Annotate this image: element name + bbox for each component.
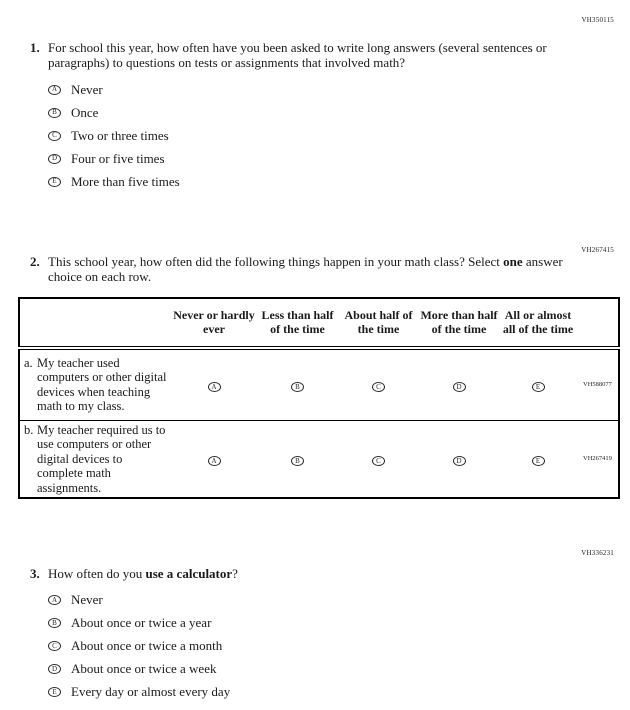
answer-option[interactable] — [48, 593, 608, 607]
table-header-row — [19, 298, 619, 348]
answer-bubble-icon[interactable]: B — [48, 108, 61, 118]
row-label — [22, 423, 169, 496]
answer-bubble-icon[interactable]: A — [208, 382, 221, 392]
row-prefix: b. — [24, 422, 34, 437]
answer-bubble-icon[interactable]: A — [48, 85, 61, 95]
answer-cell[interactable] — [499, 420, 577, 498]
answer-bubble-icon[interactable]: C — [372, 456, 385, 466]
option-label: More than five times — [71, 173, 180, 189]
answer-bubble-icon[interactable]: E — [48, 177, 61, 187]
option-label: Every day or almost every day — [71, 684, 231, 700]
answer-bubble-icon[interactable]: E — [532, 456, 545, 466]
question-3-text-before: How often do you — [48, 566, 146, 581]
answer-bubble-icon[interactable]: E — [532, 382, 545, 392]
answer-bubble-icon[interactable]: D — [48, 154, 61, 164]
accession-code-q2: VH267415 — [581, 246, 614, 254]
answer-option[interactable] — [48, 83, 608, 97]
option-label: About once or twice a month — [71, 638, 223, 654]
accession-code-q3: VH336231 — [581, 549, 614, 557]
row-code-cell: VH267419 — [577, 420, 619, 498]
answer-option[interactable] — [48, 616, 608, 630]
question-3-body — [48, 566, 608, 708]
row-label — [22, 356, 169, 414]
answer-bubble-icon[interactable]: D — [48, 664, 61, 674]
header-empty-cell — [19, 298, 171, 348]
question-1 — [30, 40, 608, 198]
question-1-text: For school this year, how often have you been asked to write long answers (several sentences or paragraphs) to questions on tests or assignments that involved math? — [48, 40, 547, 71]
column-header: Less than half of the time — [257, 298, 338, 348]
option-label: Four or five times — [71, 150, 165, 166]
answer-cell[interactable] — [171, 420, 257, 498]
row-label-text: My teacher required us to use computers or other digital devices to complete math assignments. — [37, 422, 166, 495]
answer-bubble-icon[interactable]: E — [48, 687, 61, 697]
column-header: About half of the time — [338, 298, 419, 348]
answer-option[interactable] — [48, 152, 608, 166]
question-2-body — [48, 254, 608, 285]
row-label-cell — [19, 348, 171, 420]
header-code-cell — [577, 298, 619, 348]
question-2-text-before: This school year, how often did the following things happen in your math class? Select — [48, 254, 504, 269]
question-2-text — [48, 254, 596, 285]
column-header: All or almost all of the time — [499, 298, 577, 348]
answer-option[interactable] — [48, 639, 608, 653]
answer-cell[interactable] — [499, 348, 577, 420]
answer-cell[interactable] — [419, 348, 499, 420]
question-3-options — [48, 593, 608, 699]
table-row — [19, 420, 619, 498]
question-3-text — [48, 566, 596, 581]
option-label: Never — [71, 592, 103, 608]
answer-bubble-icon[interactable]: B — [291, 382, 304, 392]
answer-bubble-icon[interactable]: A — [48, 595, 61, 605]
answer-cell[interactable] — [257, 420, 338, 498]
column-header: Never or hardly ever — [171, 298, 257, 348]
accession-code-q1: VH350115 — [581, 16, 614, 24]
row-label-cell — [19, 420, 171, 498]
answer-bubble-icon[interactable]: B — [48, 618, 61, 628]
row-code-cell: VH588077 — [583, 381, 612, 389]
question-3-text-after: ? — [232, 566, 238, 581]
question-2 — [30, 254, 608, 285]
answer-option[interactable] — [48, 685, 608, 699]
answer-cell[interactable] — [338, 348, 419, 420]
answer-bubble-icon[interactable]: B — [291, 456, 304, 466]
answer-option[interactable] — [48, 129, 608, 143]
answer-bubble-icon[interactable]: C — [48, 131, 61, 141]
row-prefix: a. — [24, 355, 33, 370]
column-header: More than half of the time — [419, 298, 499, 348]
answer-bubble-icon[interactable]: C — [48, 641, 61, 651]
option-label: About once or twice a week — [71, 661, 217, 677]
answer-bubble-icon[interactable]: C — [372, 382, 385, 392]
answer-bubble-icon[interactable]: D — [453, 382, 466, 392]
answer-option[interactable] — [48, 175, 608, 189]
answer-bubble-icon[interactable]: A — [208, 456, 221, 466]
option-label: About once or twice a year — [71, 615, 212, 631]
answer-bubble-icon[interactable]: D — [453, 456, 466, 466]
question-2-text-after: answer choice on each row. — [48, 254, 563, 285]
question-3 — [30, 566, 608, 708]
answer-cell[interactable] — [257, 348, 338, 420]
answer-cell[interactable] — [419, 420, 499, 498]
question-2-number: 2. — [30, 254, 40, 269]
question-2-matrix-table — [18, 297, 620, 499]
row-label-text: My teacher used computers or other digital devices when teaching math to my class. — [37, 355, 167, 414]
answer-option[interactable] — [48, 662, 608, 676]
option-label: Two or three times — [71, 127, 169, 143]
question-3-number: 3. — [30, 566, 40, 581]
answer-option[interactable] — [48, 106, 608, 120]
question-1-number: 1. — [30, 40, 40, 55]
table-row — [19, 348, 619, 420]
question-3-text-bold: use a calculator — [145, 566, 233, 581]
question-1-body — [48, 40, 608, 198]
option-label: Never — [71, 81, 103, 97]
question-2-text-bold: one — [503, 254, 523, 269]
question-1-options — [48, 83, 608, 189]
answer-cell[interactable] — [338, 420, 419, 498]
option-label: Once — [71, 104, 99, 120]
answer-cell[interactable] — [171, 348, 257, 420]
